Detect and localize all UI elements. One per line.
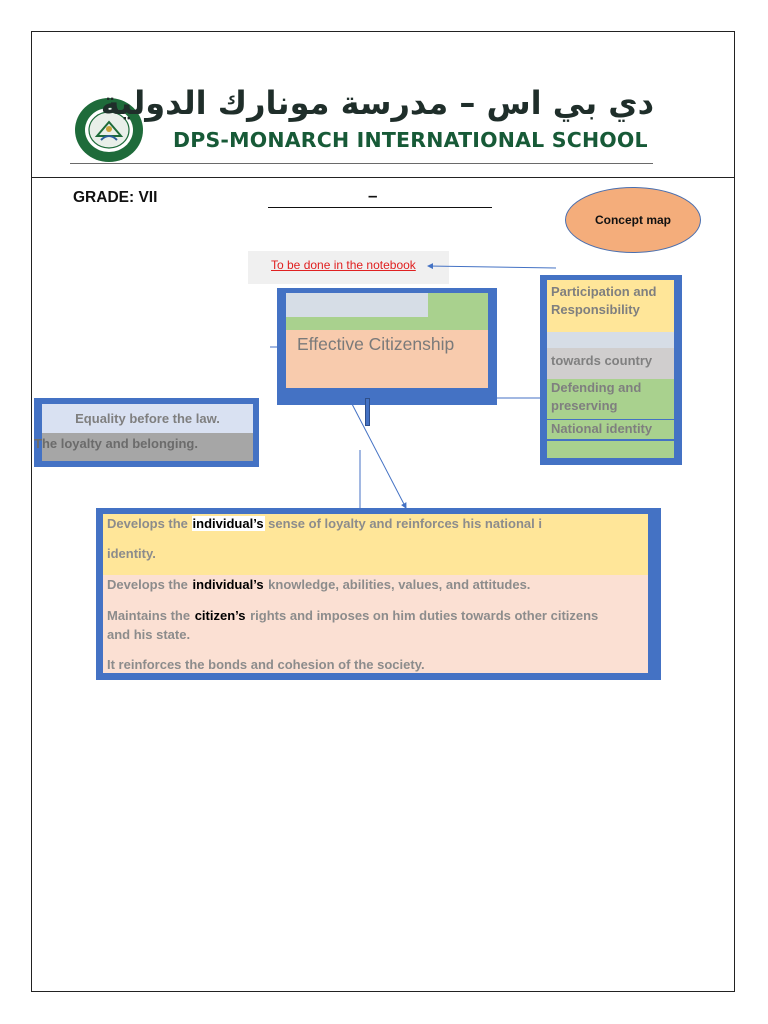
bottom-concept-box [96, 508, 661, 680]
center-title: Effective Citizenship [297, 334, 455, 354]
bottom-line-1 [107, 516, 542, 531]
title-dash: – [368, 186, 378, 205]
grade-label: GRADE: VII [73, 189, 158, 206]
left-item-loyalty: The loyalty and belonging. [34, 436, 198, 451]
right-item-defending: Defending and preserving [547, 379, 674, 419]
line4-highlight: citizen’s [194, 608, 246, 623]
line1-prefix: Develops the [107, 516, 192, 531]
bottom-line-2: identity. [107, 546, 156, 561]
center-concept-box [277, 288, 497, 405]
left-concept-box [34, 398, 259, 467]
left-item-equality: Equality before the law. [42, 404, 253, 433]
line1-highlight: individual’s [192, 516, 264, 531]
line3-suffix: knowledge, abilities, values, and attitudes. [264, 577, 531, 592]
line4-prefix: Maintains the [107, 608, 194, 623]
concept-map-label: Concept map [594, 213, 671, 227]
right-concept-box [540, 275, 682, 465]
line3-prefix: Develops the [107, 577, 192, 592]
bottom-line-6: It reinforces the bonds and cohesion of the society. [107, 657, 425, 672]
line3-highlight: individual’s [192, 577, 264, 592]
line4-suffix: rights and imposes on him duties towards other citizens [246, 608, 599, 623]
line1-suffix: sense of loyalty and reinforces his national i [264, 516, 542, 531]
right-blank-band [547, 332, 674, 348]
bottom-line-4 [107, 608, 598, 623]
right-item-participation: Participation and Responsibility [547, 280, 674, 332]
notebook-note: To be done in the notebook [271, 258, 416, 272]
center-connector-tab [365, 398, 370, 426]
school-name-arabic: دي بي اس – مدرسة مونارك الدولية [100, 84, 654, 122]
right-item-national-identity: National identity [547, 419, 674, 439]
left-item-loyalty-row [34, 433, 253, 461]
notebook-arrow [428, 266, 556, 268]
bottom-line-3 [107, 577, 530, 592]
bottom-line-5: and his state. [107, 627, 191, 642]
school-name-english: DPS-MONARCH INTERNATIONAL SCHOOL [173, 128, 648, 152]
right-blank-green [547, 440, 674, 458]
center-grey-band [286, 293, 428, 317]
right-item-towards-country: towards country [547, 348, 674, 379]
